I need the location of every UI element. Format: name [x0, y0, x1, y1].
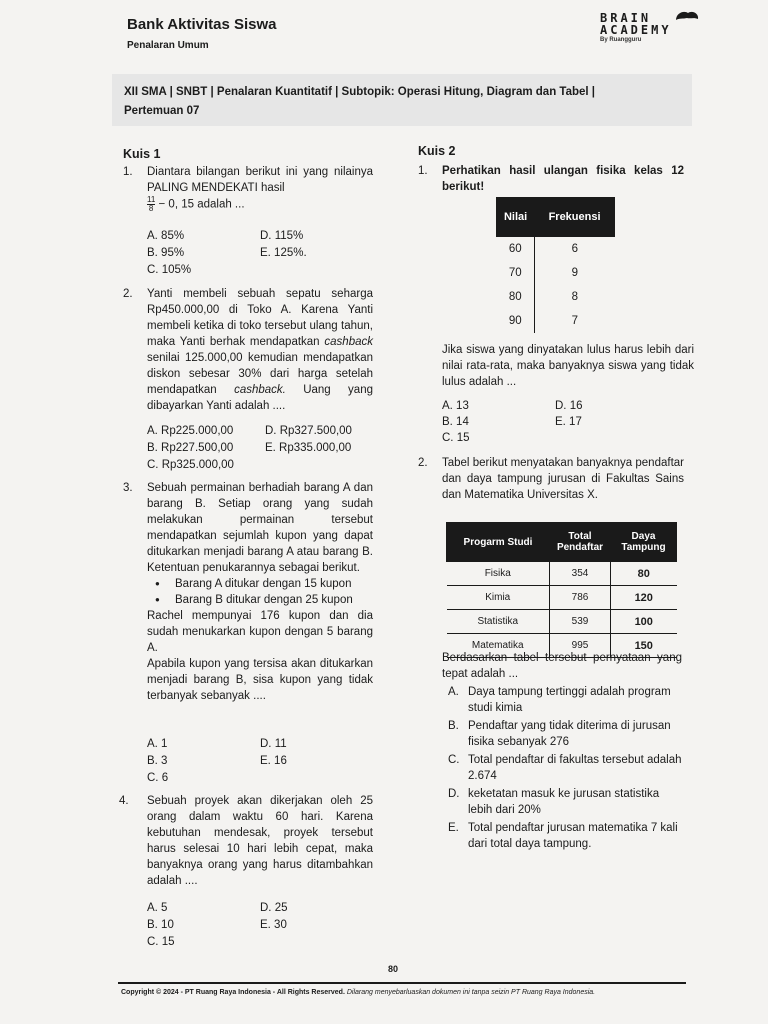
table-cell: Matematika — [447, 634, 550, 658]
option-d[interactable] — [442, 786, 682, 818]
q-number: 2. — [123, 288, 133, 300]
table-cell: 60 — [508, 243, 522, 255]
table-row — [497, 285, 615, 309]
option-letter: C. — [448, 754, 460, 766]
option[interactable]: D. 25 — [260, 902, 288, 914]
option-b[interactable] — [442, 718, 682, 750]
table-cell: 354 — [550, 562, 611, 586]
table-cell: Kimia — [447, 586, 550, 610]
table-cell: 786 — [550, 586, 611, 610]
table-cell: 80 — [508, 291, 522, 303]
enrollment-table — [446, 522, 677, 658]
option[interactable]: B. 3 — [147, 755, 168, 767]
option[interactable]: B. 10 — [147, 919, 174, 931]
q-text: Tabel berikut menyatakan banyaknya pendaftar dan daya tampung jurusan di Fakultas Sains dan Matematika Universitas X. — [442, 457, 684, 501]
option[interactable]: B. 95% — [147, 247, 185, 259]
option-text: Pendaftar yang tidak diterima di jurusan fisika sebanyak 276 — [468, 720, 671, 748]
table-row — [497, 309, 615, 333]
header-subtitle: Penalaran Umum — [127, 40, 209, 51]
kuis1-q1 — [123, 164, 373, 213]
option[interactable]: E. Rp335.000,00 — [265, 442, 352, 454]
option[interactable]: C. 6 — [147, 772, 169, 784]
table-row — [497, 237, 615, 262]
q-number: 1. — [123, 166, 133, 178]
grades-table — [496, 197, 615, 333]
option-letter: B. — [448, 720, 459, 732]
option-e[interactable] — [442, 820, 682, 852]
q-text: Sebuah proyek akan dikerjakan oleh 25 orang dalam waktu 60 hari. Karena kebutuhan mendesak, proyek tersebut harus selesai 10 hari lebih cepat, maka banyaknya orang yang harus ditambahkan adalah .... — [147, 795, 373, 887]
q-text — [147, 286, 373, 414]
logo-line-2: ACADEMY — [600, 23, 672, 37]
q-text — [147, 164, 373, 213]
table-cell: Statistika — [447, 610, 550, 634]
option-a[interactable] — [442, 684, 682, 716]
option[interactable]: A. 5 — [147, 902, 168, 914]
topic-text — [124, 83, 686, 121]
table-cell: 9 — [535, 261, 615, 285]
table-row — [447, 586, 677, 610]
copyright — [121, 989, 595, 996]
table-cell: 70 — [508, 267, 522, 279]
table-cell: 6 — [535, 237, 615, 262]
q-text-part: Uang yang dibayarkan Yanti adalah .... — [147, 384, 373, 412]
option[interactable]: A. 13 — [442, 400, 469, 412]
table-header: Daya Tampung — [611, 523, 677, 562]
q-text-3: Apabila kupon yang tersisa akan ditukarkan menjadi barang B, sisa kupon yang tidak terbanyak sebanyak .... — [147, 658, 373, 702]
frac-numerator: 11 — [147, 195, 156, 204]
kuis1-q3 — [123, 480, 373, 704]
table-cell: 8 — [535, 285, 615, 309]
option[interactable]: E. 125%. — [260, 247, 307, 259]
option[interactable]: C. Rp325.000,00 — [147, 459, 234, 471]
option-text: Daya tampung tertinggi adalah program studi kimia — [468, 686, 671, 714]
option[interactable]: A. 1 — [147, 738, 168, 750]
option[interactable]: E. 30 — [260, 919, 287, 931]
q-text-a: Diantara bilangan berikut ini yang nilainya PALING MENDEKATI hasil — [147, 166, 373, 194]
kuis1-column — [119, 146, 373, 948]
option[interactable]: B. Rp227.500,00 — [147, 442, 234, 454]
logo-line-1: BRAIN — [600, 11, 652, 25]
q-text-2: Rachel mempunyai 176 kupon dan dia sudah menukarkan kupon dengan 5 barang A. — [147, 610, 373, 654]
fraction — [147, 196, 155, 213]
option[interactable]: D. 115% — [260, 230, 304, 242]
q-number: 2. — [418, 457, 428, 469]
option[interactable]: A. Rp225.000,00 — [147, 425, 234, 437]
q-text-2: Berdasarkan tabel tersebut pernyataan yang tepat adalah ... — [442, 652, 682, 680]
page-number: 80 — [388, 964, 399, 974]
option[interactable]: A. 85% — [147, 230, 185, 242]
table-cell: 150 — [611, 634, 677, 658]
option[interactable]: C. 15 — [147, 936, 175, 948]
table-row — [447, 562, 677, 586]
table-header: Nilai — [497, 198, 535, 237]
table-header: Total Pendaftar — [550, 523, 611, 562]
q-text-b: − 0, 15 adalah ... — [158, 198, 245, 211]
logo-line-3: By Ruangguru — [600, 37, 642, 43]
table-row — [447, 610, 677, 634]
q-text-italic: cashback. — [234, 384, 286, 396]
frac-denominator: 8 — [148, 204, 154, 213]
option-letter: A. — [448, 686, 459, 698]
table-cell: 120 — [611, 586, 677, 610]
table-header: Progarm Studi — [447, 523, 550, 562]
option-text: keketatan masuk ke jurusan statistika lebih dari 20% — [468, 788, 660, 816]
bullet-item: ● Barang A ditukar dengan 15 kupon — [175, 576, 373, 592]
option-letter: E. — [448, 822, 459, 834]
topic-line-2: Pertemuan 07 — [124, 105, 200, 117]
table-cell: 7 — [535, 309, 615, 333]
q-text-italic: cashback — [324, 336, 373, 348]
table-row — [497, 261, 615, 285]
option[interactable]: B. 14 — [442, 416, 469, 428]
option[interactable]: C. 105% — [147, 264, 192, 276]
copyright-italic: Dilarang menyebarluaskan dokumen ini tanpa seizin PT Ruang Raya Indonesia. — [346, 989, 596, 996]
q-number: 4. — [119, 795, 129, 807]
topic-line-1: XII SMA | SNBT | Penalaran Kuantitatif | Subtopik: Operasi Hitung, Diagram dan Tabel | — [124, 86, 596, 98]
option-c[interactable] — [442, 752, 682, 784]
kuis2-q1 — [418, 163, 684, 195]
brand-logo — [600, 12, 710, 43]
kuis2-q2 — [418, 455, 684, 503]
bullet-item: ● Barang B ditukar dengan 25 kupon — [175, 592, 373, 608]
q-text: Sebuah permainan berhadiah barang A dan barang B. Setiap orang yang sudah melakukan permainan tersebut mendapatkan sejumlah kupon yang dapat ditukarkan menjadi barang A atau barang B. Ketentuan penukarannya sebagai berikut. — [147, 482, 373, 574]
option-text: Total pendaftar di fakultas tersebut adalah 2.674 — [468, 754, 682, 782]
kuis1-q4 — [119, 793, 373, 889]
table-cell: 100 — [611, 610, 677, 634]
option-text: Total pendaftar jurusan matematika 7 kali dari total daya tampung. — [468, 822, 678, 850]
table-header: Frekuensi — [535, 198, 615, 237]
q-text-part: senilai 125.000,00 kemudian mendapatkan diskon sebesar 30% dari harga setelah mendapatkan — [147, 352, 373, 396]
option[interactable]: D. 16 — [555, 400, 583, 412]
kuis1-q2 — [123, 286, 373, 414]
kuis2-q2-tail — [442, 650, 682, 852]
q-text-2: Jika siswa yang dinyatakan lulus harus lebih dari nilai rata-rata, maka banyaknya siswa yang tidak lulus adalah ... — [442, 344, 694, 388]
copyright-bold: Copyright © 2024 - PT Ruang Raya Indonesia - All Rights Reserved. — [121, 989, 345, 996]
option[interactable]: E. 16 — [260, 755, 287, 767]
table-cell: Fisika — [447, 562, 550, 586]
table-cell: 80 — [611, 562, 677, 586]
q-text: Perhatikan hasil ulangan fisika kelas 12 berikut! — [442, 165, 684, 193]
q-number: 1. — [418, 165, 428, 177]
q-text-part: Yanti membeli sebuah sepatu seharga Rp450.000,00 di Toko A. Karena Yanti membeli ketika di toko tersebut ulang tahun, maka Yanti berhak mendapatkan — [147, 288, 373, 348]
kuis1-heading: Kuis 1 — [123, 147, 161, 161]
table-cell: 995 — [550, 634, 611, 658]
q-number: 3. — [123, 482, 133, 494]
option[interactable]: E. 17 — [555, 416, 582, 428]
option[interactable]: D. 11 — [260, 738, 287, 750]
header-title: Bank Aktivitas Siswa — [127, 16, 277, 33]
option-letter: D. — [448, 788, 460, 800]
kuis2-column — [418, 143, 684, 193]
option[interactable]: C. 15 — [442, 432, 470, 444]
table-cell: 90 — [508, 315, 522, 327]
kuis2-q1-tail — [442, 342, 694, 390]
table-cell: 539 — [550, 610, 611, 634]
option[interactable]: D. Rp327.500,00 — [265, 425, 352, 437]
footer-divider — [118, 982, 686, 984]
brain-icon — [674, 10, 700, 26]
kuis2-heading: Kuis 2 — [418, 144, 456, 158]
